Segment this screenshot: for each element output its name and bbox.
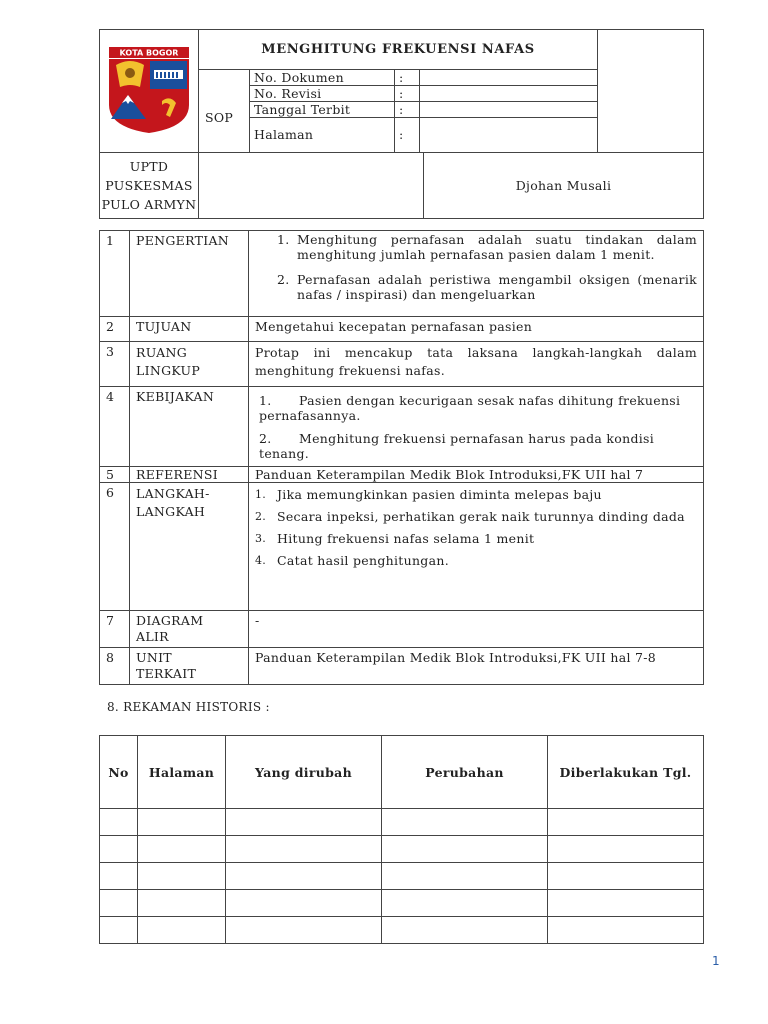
history-header-row <box>100 736 704 809</box>
row-label-line: ALIR <box>136 629 169 644</box>
item-number: 4. <box>255 554 267 567</box>
row-label: TUJUAN <box>130 317 249 342</box>
org-line: PULO ARMYN <box>101 196 197 212</box>
field-sep: : <box>395 86 420 102</box>
history-title: 8. REKAMAN HISTORIS : <box>107 700 270 714</box>
org-line: PUSKESMAS <box>105 177 193 193</box>
logo-cell <box>100 30 199 153</box>
field-value <box>420 86 598 102</box>
table-cell <box>138 917 226 944</box>
row-content: - <box>249 611 704 648</box>
table-cell <box>382 863 548 890</box>
item-text: Hitung frekuensi nafas selama 1 menit <box>277 531 535 546</box>
table-row <box>100 809 704 836</box>
table-cell <box>382 836 548 863</box>
list-item <box>259 431 697 461</box>
table-cell <box>100 863 138 890</box>
table-cell <box>100 836 138 863</box>
field-value <box>420 118 598 152</box>
field-value <box>420 102 598 118</box>
field-label: Tanggal Terbit <box>250 102 395 118</box>
item-text: Pasien dengan kecurigaan sesak nafas dihitung frekuensi pernafasannya. <box>259 393 681 423</box>
doc-fields-cell <box>250 70 598 153</box>
row-number: 8 <box>100 648 130 685</box>
row-label <box>130 648 249 685</box>
list-item <box>255 531 697 546</box>
row-label-line: LANGKAH <box>136 504 206 519</box>
table-row <box>100 342 704 387</box>
table-cell <box>100 917 138 944</box>
table-cell <box>548 917 704 944</box>
list-item <box>277 272 697 302</box>
item-number: 2. <box>255 510 267 523</box>
column-header: Perubahan <box>382 736 548 809</box>
table-cell <box>100 890 138 917</box>
row-label: REFERENSI <box>130 467 249 483</box>
table-row <box>100 836 704 863</box>
table-cell <box>382 809 548 836</box>
table-cell <box>226 917 382 944</box>
row-label <box>130 342 249 387</box>
org-line: UPTD <box>129 158 169 174</box>
item-number: 1. <box>259 393 272 408</box>
column-header: Yang dirubah <box>226 736 382 809</box>
item-number: 2. <box>277 272 290 287</box>
table-cell <box>138 863 226 890</box>
field-sep: : <box>395 102 420 118</box>
kota-bogor-logo <box>106 43 192 135</box>
row-label <box>130 483 249 611</box>
sop-title: MENGHITUNG FREKUENSI NAFAS <box>199 30 598 70</box>
item-text: Jika memungkinkan pasien diminta melepas baju <box>277 487 602 502</box>
item-number: 2. <box>259 431 272 446</box>
table-cell <box>226 809 382 836</box>
table-row <box>100 611 704 648</box>
item-number: 3. <box>255 532 267 545</box>
logo-text: KOTA BOGOR <box>119 48 179 58</box>
org-cell <box>100 152 199 218</box>
table-cell <box>382 917 548 944</box>
row-content: Protap ini mencakup tata laksana langkah-langkah dalam menghitung frekuensi nafas. <box>249 342 704 387</box>
sop-label-cell <box>199 70 250 153</box>
table-cell <box>226 890 382 917</box>
row-content: Mengetahui kecepatan pernafasan pasien <box>249 317 704 342</box>
doc-fields <box>250 70 597 152</box>
column-header: No <box>100 736 138 809</box>
blank-cell <box>199 152 424 218</box>
row-label-line: TERKAIT <box>136 666 197 681</box>
table-cell <box>226 863 382 890</box>
row-label-line: RUANG <box>136 345 188 360</box>
row-number: 4 <box>100 387 130 467</box>
table-cell <box>548 863 704 890</box>
table-cell <box>226 836 382 863</box>
row-number: 5 <box>100 467 130 483</box>
field-sep: : <box>395 118 420 152</box>
table-row <box>100 890 704 917</box>
table-cell <box>138 890 226 917</box>
page-number: 1 <box>712 954 720 968</box>
row-content <box>249 483 704 611</box>
item-number: 1. <box>255 488 267 501</box>
table-row <box>100 387 704 467</box>
field-label: No. Dokumen <box>250 70 395 86</box>
row-content: Panduan Keterampilan Medik Blok Introduksi,FK UII hal 7-8 <box>249 648 704 685</box>
item-text: Menghitung pernafasan adalah suatu tindakan dalam menghitung jumlah pernafasan pasien dalam 1 menit. <box>297 232 697 262</box>
row-number: 1 <box>100 231 130 317</box>
row-label-line: DIAGRAM <box>136 613 204 628</box>
table-cell <box>382 890 548 917</box>
item-text: Menghitung frekuensi pernafasan harus pada kondisi tenang. <box>259 431 655 461</box>
sop-label: SOP <box>205 110 234 125</box>
item-text: Secara inpeksi, perhatikan gerak naik turunnya dinding dada <box>277 509 685 524</box>
list-item <box>255 553 697 568</box>
list-item <box>255 487 697 502</box>
row-number: 6 <box>100 483 130 611</box>
row-number: 7 <box>100 611 130 648</box>
table-row <box>100 863 704 890</box>
table-row <box>100 317 704 342</box>
table-cell <box>138 836 226 863</box>
field-sep: : <box>395 70 420 86</box>
item-text: Pernafasan adalah peristiwa mengambil oksigen (menarik nafas / inspirasi) dan mengeluarkan <box>297 272 697 302</box>
table-row <box>100 467 704 483</box>
row-label: KEBIJAKAN <box>130 387 249 467</box>
item-text: Catat hasil penghitungan. <box>277 553 449 568</box>
row-label-line: UNIT <box>136 650 172 665</box>
table-cell <box>548 836 704 863</box>
row-content <box>249 387 704 467</box>
table-cell <box>138 809 226 836</box>
table-row <box>100 648 704 685</box>
field-value <box>420 70 598 86</box>
table-row <box>100 231 704 317</box>
row-content <box>249 231 704 317</box>
list-item <box>259 393 697 423</box>
history-table <box>99 735 704 944</box>
item-number: 1. <box>277 232 290 247</box>
sop-content-table <box>99 230 704 685</box>
column-header: Diberlakukan Tgl. <box>548 736 704 809</box>
table-row <box>100 483 704 611</box>
row-label-line: LANGKAH- <box>136 486 210 501</box>
list-item <box>277 232 697 262</box>
table-cell <box>100 809 138 836</box>
signer-name: Djohan Musali <box>424 152 704 218</box>
table-row <box>100 917 704 944</box>
field-label: No. Revisi <box>250 86 395 102</box>
row-label <box>130 611 249 648</box>
table-cell <box>548 809 704 836</box>
row-number: 3 <box>100 342 130 387</box>
sop-header-table <box>99 29 704 219</box>
row-number: 2 <box>100 317 130 342</box>
header-right-blank <box>598 30 704 153</box>
table-cell <box>548 890 704 917</box>
row-label-line: LINGKUP <box>136 363 201 378</box>
field-label: Halaman <box>250 118 395 152</box>
list-item <box>255 509 697 524</box>
column-header: Halaman <box>138 736 226 809</box>
row-label: PENGERTIAN <box>130 231 249 317</box>
row-content: Panduan Keterampilan Medik Blok Introduksi,FK UII hal 7 <box>249 467 704 483</box>
